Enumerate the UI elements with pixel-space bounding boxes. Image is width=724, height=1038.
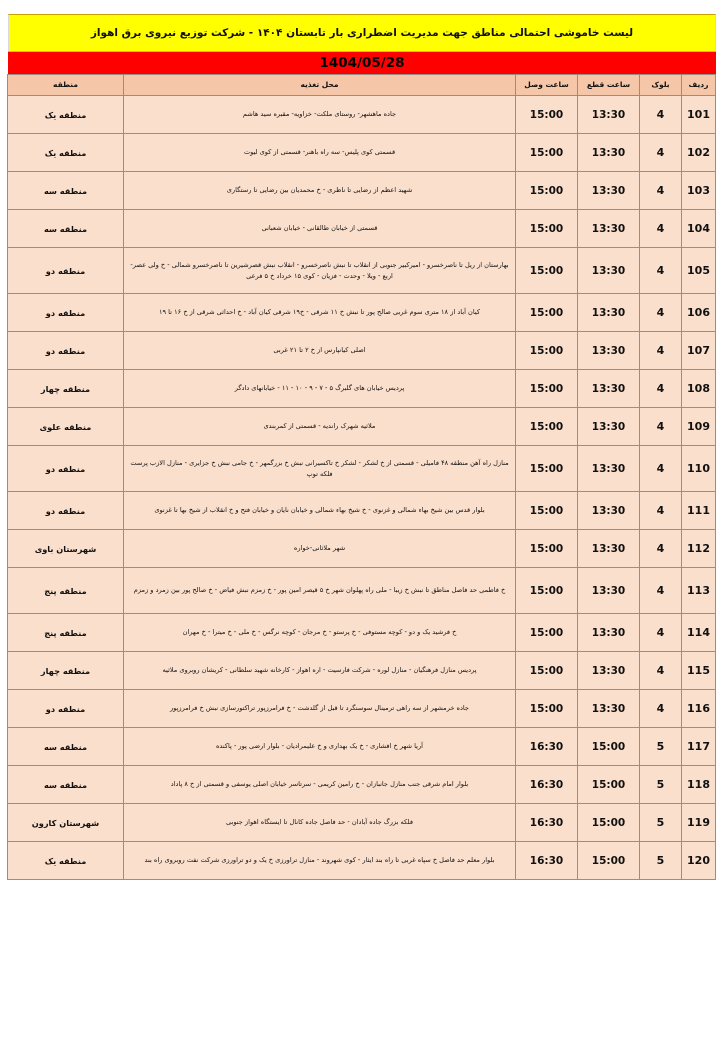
table-row [8, 332, 716, 370]
cell-block: 4 [640, 492, 682, 530]
cell-cut: 13:30 [578, 172, 640, 210]
table-row [8, 134, 716, 172]
table-row [8, 690, 716, 728]
cell-cut: 13:30 [578, 408, 640, 446]
column-header-address: محل تغذیه [124, 75, 516, 96]
table-row [8, 172, 716, 210]
cell-zone: منطقه دو [8, 690, 124, 728]
cell-restore: 15:00 [516, 332, 578, 370]
cell-block: 4 [640, 134, 682, 172]
cell-restore: 15:00 [516, 210, 578, 248]
cell-cut: 13:30 [578, 370, 640, 408]
page-title: لیست خاموشی احتمالی مناطق جهت مدیریت اضطراری بار تابستان ۱۴۰۴ - شرکت توزیع نیروی برق اهواز [90, 26, 634, 39]
cell-cut: 13:30 [578, 248, 640, 294]
cell-radif: 117 [682, 728, 716, 766]
cell-radif: 103 [682, 172, 716, 210]
cell-restore: 16:30 [516, 728, 578, 766]
cell-restore: 15:00 [516, 492, 578, 530]
column-header-restore: ساعت وصل [516, 75, 578, 96]
column-header-block: بلوک [640, 75, 682, 96]
cell-zone: منطقه یک [8, 842, 124, 880]
cell-block: 5 [640, 804, 682, 842]
cell-restore: 15:00 [516, 446, 578, 492]
cell-address: بلوار معلم حد فاصل خ سپاه غربی تا راه بند ایثار - کوی شهروند - منازل تراورزی خ یک و دو تراورزی شرکت نفت روبروی راه بند [124, 842, 516, 880]
table-header [8, 75, 716, 96]
cell-cut: 13:30 [578, 294, 640, 332]
cell-radif: 116 [682, 690, 716, 728]
cell-restore: 15:00 [516, 134, 578, 172]
table-row [8, 408, 716, 446]
cell-radif: 102 [682, 134, 716, 172]
cell-block: 5 [640, 842, 682, 880]
cell-zone: منطقه چهار [8, 652, 124, 690]
cell-block: 4 [640, 332, 682, 370]
cell-block: 4 [640, 530, 682, 568]
cell-radif: 113 [682, 568, 716, 614]
cell-cut: 13:30 [578, 690, 640, 728]
cell-zone: منطقه پنج [8, 568, 124, 614]
cell-restore: 15:00 [516, 614, 578, 652]
cell-restore: 15:00 [516, 408, 578, 446]
table-row [8, 568, 716, 614]
cell-block: 4 [640, 370, 682, 408]
cell-radif: 109 [682, 408, 716, 446]
cell-radif: 111 [682, 492, 716, 530]
cell-zone: منطقه یک [8, 134, 124, 172]
cell-block: 4 [640, 614, 682, 652]
table-row [8, 842, 716, 880]
cell-cut: 15:00 [578, 804, 640, 842]
cell-restore: 15:00 [516, 690, 578, 728]
cell-address: جاده خرمشهر از سه راهی ترمینال سوسنگرد تا قبل از گلدشت - خ فرامرزپور تراکتورسازی نبش خ فرامرزپور [124, 690, 516, 728]
cell-zone: منطقه دو [8, 446, 124, 492]
cell-block: 4 [640, 690, 682, 728]
cell-restore: 15:00 [516, 568, 578, 614]
cell-address: اصلی کیانپارس از خ ۲ تا ۲۱ غربی [124, 332, 516, 370]
cell-restore: 16:30 [516, 804, 578, 842]
cell-cut: 13:30 [578, 134, 640, 172]
cell-radif: 104 [682, 210, 716, 248]
cell-zone: منطقه سه [8, 172, 124, 210]
cell-block: 4 [640, 568, 682, 614]
table-row [8, 728, 716, 766]
table-row [8, 210, 716, 248]
cell-cut: 13:30 [578, 210, 640, 248]
date-banner [8, 51, 716, 74]
cell-cut: 13:30 [578, 96, 640, 134]
cell-restore: 16:30 [516, 766, 578, 804]
cell-address: فلکه بزرگ جاده آبادان - حد فاصل جاده کانال تا ایستگاه اهواز جنوبی [124, 804, 516, 842]
cell-restore: 15:00 [516, 248, 578, 294]
table-row [8, 614, 716, 652]
cell-zone: منطقه دو [8, 332, 124, 370]
cell-address: قسمتی از خیابان طالقانی - خیابان شعبانی [124, 210, 516, 248]
column-header-radif: ردیف [682, 75, 716, 96]
cell-address: کیان آباد از ۱۸ متری سوم غربی صالح پور تا نبش خ ۱۱ شرقی - خ۱۹ شرقی کیان آباد - خ احداثی شرقی از خ ۱۶ تا ۱۹ [124, 294, 516, 332]
table-row [8, 652, 716, 690]
table-body [8, 96, 716, 880]
cell-address: خ فاطمی حد فاصل مناطق تا نبش خ زیبا - ملی راه پهلوان شهر خ ۵ قیصر امین پور - خ زمزم نبش فیاض - خ صالح پور بین زمرد و زمزم [124, 568, 516, 614]
cell-zone: منطقه دو [8, 248, 124, 294]
table-row [8, 294, 716, 332]
title-banner [8, 14, 716, 51]
cell-radif: 105 [682, 248, 716, 294]
cell-radif: 119 [682, 804, 716, 842]
cell-restore: 15:00 [516, 530, 578, 568]
cell-radif: 115 [682, 652, 716, 690]
cell-restore: 15:00 [516, 370, 578, 408]
cell-block: 4 [640, 210, 682, 248]
cell-zone: منطقه چهار [8, 370, 124, 408]
cell-cut: 15:00 [578, 766, 640, 804]
cell-zone: منطقه سه [8, 766, 124, 804]
cell-zone: منطقه دو [8, 492, 124, 530]
cell-address: بلوار قدس بین شیخ بهاء شمالی و غزنوی - خ شیخ بهاء شمالی و خیابان نایان و خیابان فتح و خ انقلاب از شیخ بها تا غزنوی [124, 492, 516, 530]
cell-block: 4 [640, 294, 682, 332]
cell-block: 4 [640, 248, 682, 294]
cell-block: 5 [640, 766, 682, 804]
cell-restore: 16:30 [516, 842, 578, 880]
cell-block: 5 [640, 728, 682, 766]
cell-radif: 108 [682, 370, 716, 408]
cell-radif: 110 [682, 446, 716, 492]
outage-schedule-sheet [0, 14, 724, 970]
header-row [8, 75, 716, 96]
column-header-cut: ساعت قطع [578, 75, 640, 96]
cell-cut: 15:00 [578, 728, 640, 766]
table-row [8, 370, 716, 408]
table-row [8, 530, 716, 568]
cell-radif: 118 [682, 766, 716, 804]
cell-address: پردیس منازل فرهنگیان - منازل لوره - شرکت فارسیت - اره اهواز - کارخانه شهید سلطانی - کریشان روبروی ملاثیه [124, 652, 516, 690]
cell-zone: منطقه یک [8, 96, 124, 134]
cell-address: منازل راه آهن منطقه ۴۸ فامیلی - قسمتی از خ لشکر - لشکر خ تاکسیرانی نبش خ بزرگمهر - خ جامی نبش خ جزایری - منازل الازب پرست فلکه توپ [124, 446, 516, 492]
cell-restore: 15:00 [516, 96, 578, 134]
cell-address: خ فرشید یک و دو - کوچه مستوفی - خ پرستو - خ مرجان - کوچه نرگس - خ ملی - خ میترا - خ مهران [124, 614, 516, 652]
cell-restore: 15:00 [516, 294, 578, 332]
cell-block: 4 [640, 446, 682, 492]
cell-block: 4 [640, 96, 682, 134]
page-footer-whitespace [0, 880, 724, 970]
cell-cut: 13:30 [578, 332, 640, 370]
cell-radif: 106 [682, 294, 716, 332]
cell-radif: 101 [682, 96, 716, 134]
cell-address: قسمتی کوی پلیس- سه راه باهنر- قسمتی از کوی لیوت [124, 134, 516, 172]
table-row [8, 248, 716, 294]
schedule-date: 1404/05/28 [319, 55, 405, 71]
cell-address: شهید اعظم از رضایی تا ناظری - خ محمدیان بین رضایی تا رستگاری [124, 172, 516, 210]
cell-address: آریا شهر خ افشاری - خ یک بهداری و خ علیمرادیان - بلوار ارضی پور - پاکنده [124, 728, 516, 766]
cell-zone: منطقه دو [8, 294, 124, 332]
cell-zone: منطقه علوی [8, 408, 124, 446]
cell-cut: 13:30 [578, 652, 640, 690]
cell-address: جاده ماهشهر- روستای ملکت- خزاویه- مقبره سید هاشم [124, 96, 516, 134]
table-row [8, 492, 716, 530]
table-row [8, 766, 716, 804]
cell-zone: منطقه سه [8, 728, 124, 766]
table-row [8, 804, 716, 842]
cell-radif: 107 [682, 332, 716, 370]
cell-cut: 13:30 [578, 614, 640, 652]
cell-zone: منطقه سه [8, 210, 124, 248]
cell-block: 4 [640, 172, 682, 210]
cell-address: بلوار امام شرقی جنب منازل جانبازان - خ رامین کریمی - سرتاسر خیابان اصلی یوسفی و قسمتی از خ ۸ پاداد [124, 766, 516, 804]
cell-restore: 15:00 [516, 652, 578, 690]
cell-restore: 15:00 [516, 172, 578, 210]
column-header-zone: منطقه [8, 75, 124, 96]
table-row [8, 446, 716, 492]
cell-cut: 13:30 [578, 530, 640, 568]
cell-zone: منطقه پنج [8, 614, 124, 652]
cell-zone: شهرستان باوی [8, 530, 124, 568]
cell-cut: 15:00 [578, 842, 640, 880]
cell-zone: شهرستان کارون [8, 804, 124, 842]
cell-address: بهارستان از ریل تا ناصرخسرو - امیرکبیر جنوبی از انقلاب تا نبش ناصرخسرو - انقلاب نبش قصرشیرین تا ناصرخسرو شمالی - خ ولی عصر- اربع - ویلا - وحدت - فزیان - کوی ۱۵ خرداد خ ۵ فرعی [124, 248, 516, 294]
cell-cut: 13:30 [578, 492, 640, 530]
cell-address: پردیس خیابان های گلبرگ ۵ - ۷ - ۹ - ۱۰ - ۱۱ - خیابانهای دادگر [124, 370, 516, 408]
table-row [8, 96, 716, 134]
cell-radif: 112 [682, 530, 716, 568]
cell-radif: 120 [682, 842, 716, 880]
cell-radif: 114 [682, 614, 716, 652]
cell-cut: 13:30 [578, 568, 640, 614]
outage-table [7, 74, 716, 880]
cell-cut: 13:30 [578, 446, 640, 492]
cell-block: 4 [640, 652, 682, 690]
cell-block: 4 [640, 408, 682, 446]
cell-address: شهر ملاثانی-خواره [124, 530, 516, 568]
cell-address: ملاثیه شهرک راندیه - قسمتی از کمربندی [124, 408, 516, 446]
